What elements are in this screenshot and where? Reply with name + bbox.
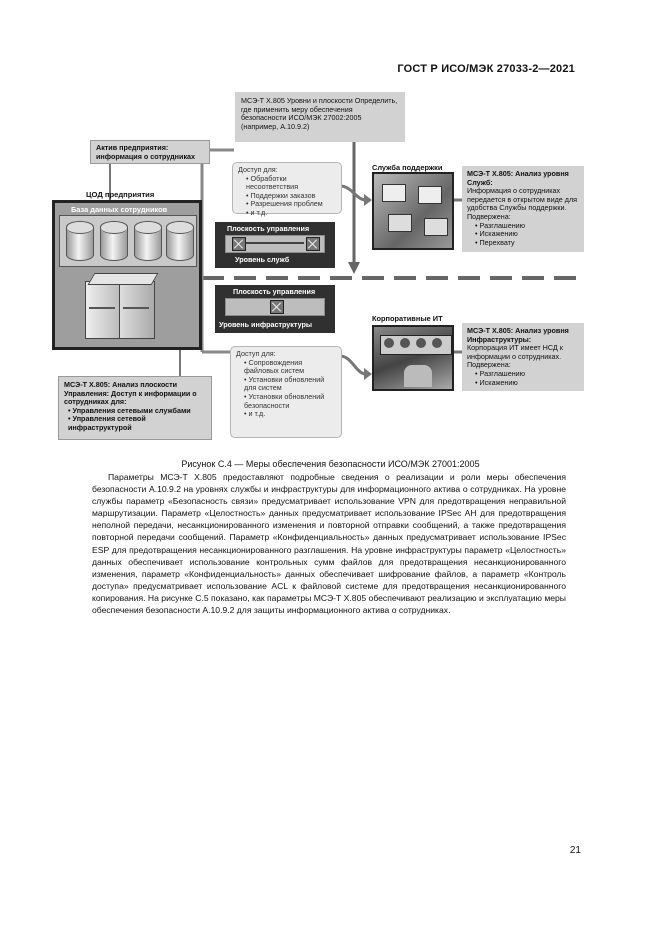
analysis-management-title: МСЭ-Т X.805: Анализ плоскости Управления: Доступ к информации о сотрудниках для: xyxy=(64,380,197,407)
access-bottom-item: • и т.д. xyxy=(244,410,336,419)
analysis-services-item: • Перехвату xyxy=(475,239,579,248)
corporate-it-label: Корпоративные ИТ xyxy=(372,314,443,323)
analysis-infrastructure-body: Корпорация ИТ имеет НСД к информации о сотрудниках. Подвержена: xyxy=(467,343,563,370)
analysis-services-item: • Искажению xyxy=(475,230,579,239)
access-bottom-item: • Установки обновлений безопасности xyxy=(244,393,336,410)
analysis-management-item: • Управления сетевой инфраструктурой xyxy=(68,415,206,432)
analysis-services-box xyxy=(462,166,584,252)
access-top-box xyxy=(232,162,342,217)
database-cylinder-icon xyxy=(166,221,194,261)
database-panel xyxy=(59,215,197,267)
network-node-icon xyxy=(270,300,284,314)
control-plane-band xyxy=(225,298,325,316)
datacenter-frame xyxy=(52,200,202,350)
control-plane-band xyxy=(225,235,325,253)
database-cylinder-icon xyxy=(134,221,162,261)
analysis-infrastructure-item: • Искажению xyxy=(475,379,579,388)
figure-caption: Рисунок С.4 — Меры обеспечения безопасности ИСО/МЭК 27001:2005 xyxy=(181,459,480,469)
network-node-icon xyxy=(232,237,246,251)
standard-header: ГОСТ Р ИСО/МЭК 27033-2—2021 xyxy=(397,63,575,75)
control-plane-label: Плоскость управления xyxy=(227,224,310,233)
database-cylinder-icon xyxy=(66,221,94,261)
server-rack-icon xyxy=(85,273,155,339)
access-bottom-title: Доступ для: xyxy=(236,349,276,358)
analysis-infrastructure-box xyxy=(462,323,584,391)
network-node-icon xyxy=(306,237,320,251)
control-plane-label: Плоскость управления xyxy=(233,287,316,296)
analysis-infrastructure-item: • Разглашению xyxy=(475,370,579,379)
support-service-label: Служба поддержки xyxy=(372,163,443,172)
infrastructure-level-plane xyxy=(215,285,335,333)
access-top-item: • Разрешения проблем xyxy=(246,200,336,209)
corporate-it-photo xyxy=(372,325,454,391)
support-office-photo xyxy=(372,172,454,250)
access-top-title: Доступ для: xyxy=(238,165,278,174)
access-bottom-box xyxy=(230,346,342,438)
analysis-services-item: • Разглашению xyxy=(475,222,579,231)
body-paragraph: Параметры МСЭ-Т X.805 предоставляют подробные сведения о реализации и роли меры обеспечения безопасности А.10.9.2 на уровнях службы и инфраструктуры для информационного актива о сотрудниках. На уровне службы параметр «Безопасность связи» предусматривает использование VPN для предотвращения неправильной маршрутизации. Параметр «Целостность» данных предусматривает использование IPSec AH для предотвращения неполной передачи, несанкционированного изменения и повторной отправки сообщений, а также предотвращения повторной передачи сообщений. Параметр «Конфиденциальность» данных предусматривает использование IPSec ESP для предотвращения несанкционированного разглашения. На уровне инфраструктуры параметр «Целостность» данных обеспечивает использование контрольных сумм файлов для предотвращения несанкционированного изменения, параметр «Конфиденциальность» данных обеспечивает шифрование файлов, а параметр «Контроль доступа» предусматривает использование ACL к файловой системе для предотвращения несанкционированного копирования. На рисунке С.5 показано, как параметры МСЭ-Т X.805 обеспечивают реализацию и эксплуатацию меры обеспечения безопасности А.10.9.2 для защиты информационного актива о сотрудниках. xyxy=(92,472,566,616)
database-cylinder-icon xyxy=(100,221,128,261)
x805-levels-note: МСЭ-Т X.805 Уровни и плоскости Определить, где применить меру обеспечения безопасности ИСО/МЭК 27002:2005 (например, А.10.9.2) xyxy=(235,92,405,142)
employee-db-label: База данных сотрудников xyxy=(71,205,168,214)
analysis-services-title: МСЭ-Т X.805: Анализ уровня Служб: xyxy=(467,169,569,187)
page-number: 21 xyxy=(569,845,581,856)
analysis-infrastructure-title: МСЭ-Т X.805: Анализ уровня Инфраструктуры: xyxy=(467,326,569,344)
access-top-item: • Поддержки заказов xyxy=(246,192,336,201)
service-level-plane xyxy=(215,222,335,268)
analysis-services-body: Информация о сотрудниках передается в открытом виде для удобства Службы поддержки. Подвержена: xyxy=(467,186,578,221)
access-bottom-item: • Сопровождения файловых систем xyxy=(244,359,336,376)
access-top-item: • и т.д. xyxy=(246,209,336,218)
datacenter-label: ЦОД предприятия xyxy=(86,190,155,199)
enterprise-asset-box: Актив предприятия: информация о сотрудниках xyxy=(90,140,210,164)
access-top-item: • Обработки несоответствия xyxy=(246,175,336,192)
access-bottom-item: • Установки обновлений для систем xyxy=(244,376,336,393)
infrastructure-level-label: Уровень инфраструктуры xyxy=(219,320,313,329)
analysis-management-box xyxy=(58,376,212,440)
service-level-label: Уровень служб xyxy=(235,255,290,264)
analysis-management-item: • Управления сетевыми службами xyxy=(68,407,206,416)
